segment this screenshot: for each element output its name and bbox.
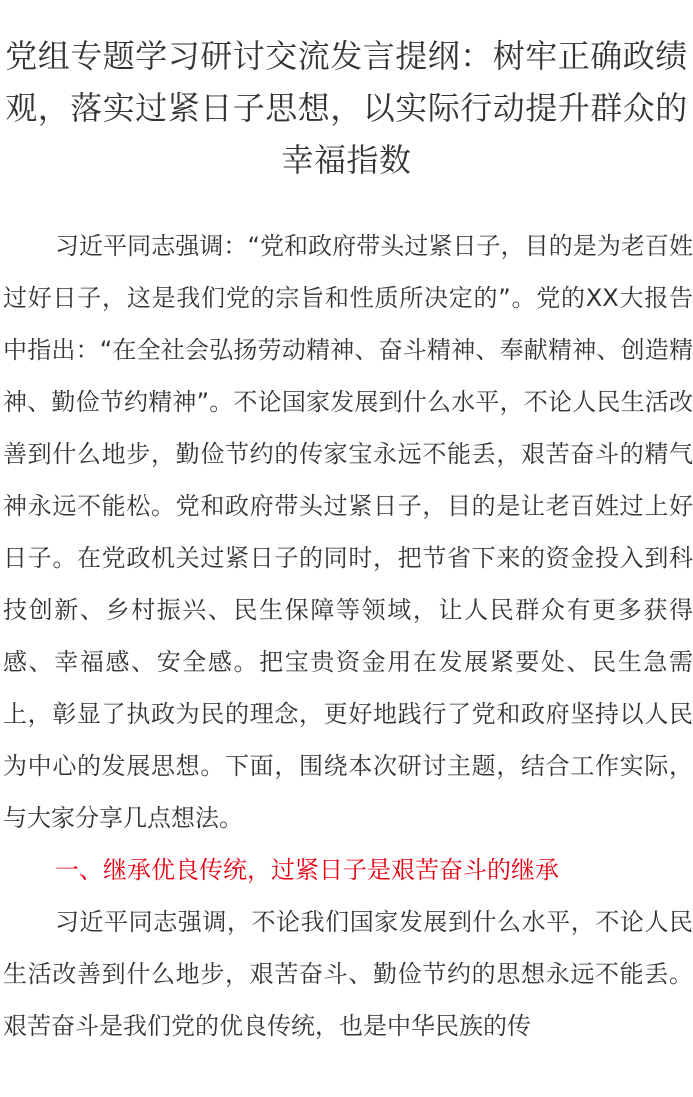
article-title: 党组专题学习研讨交流发言提纲：树牢正确政绩观，落实过紧日子思想，以实际行动提升群众的幸福指数 (5, 37, 688, 179)
section-1-paragraph: 习近平同志强调，不论我们国家发展到什么水平，不论人民生活改善到什么地步，艰苦奋斗、勤俭节约的思想永远不能丢。艰苦奋斗是我们党的优良传统，也是中华民族的传 (3, 908, 693, 1040)
article-body (0, 186, 693, 1052)
intro-paragraph: 习近平同志强调：“党和政府带头过紧日子，目的是为老百姓过好日子，这是我们党的宗旨和性质所决定的”。党的XX大报告中指出：“在全社会弘扬劳动精神、奋斗精神、奉献精神、创造精神、勤俭节约精神”。不论国家发展到什么水平，不论人民生活改善到什么地步，勤俭节约的传家宝永远不能丢，艰苦奋斗的精气神永远不能松。党和政府带头过紧日子，目的是让老百姓过上好日子。在党政机关过紧日子的同时，把节省下来的资金投入到科技创新、乡村振兴、民生保障等领域，让人民群众有更多获得感、幸福感、安全感。把宝贵资金用在发展紧要处、民生急需上，彰显了执政为民的理念，更好地践行了党和政府坚持以人民为中心的发展思想。下面，围绕本次研讨主题，结合工作实际，与大家分享几点想法。 (3, 232, 693, 832)
section-heading-1: 一、继承优良传统，过紧日子是艰苦奋斗的继承 (55, 856, 559, 884)
